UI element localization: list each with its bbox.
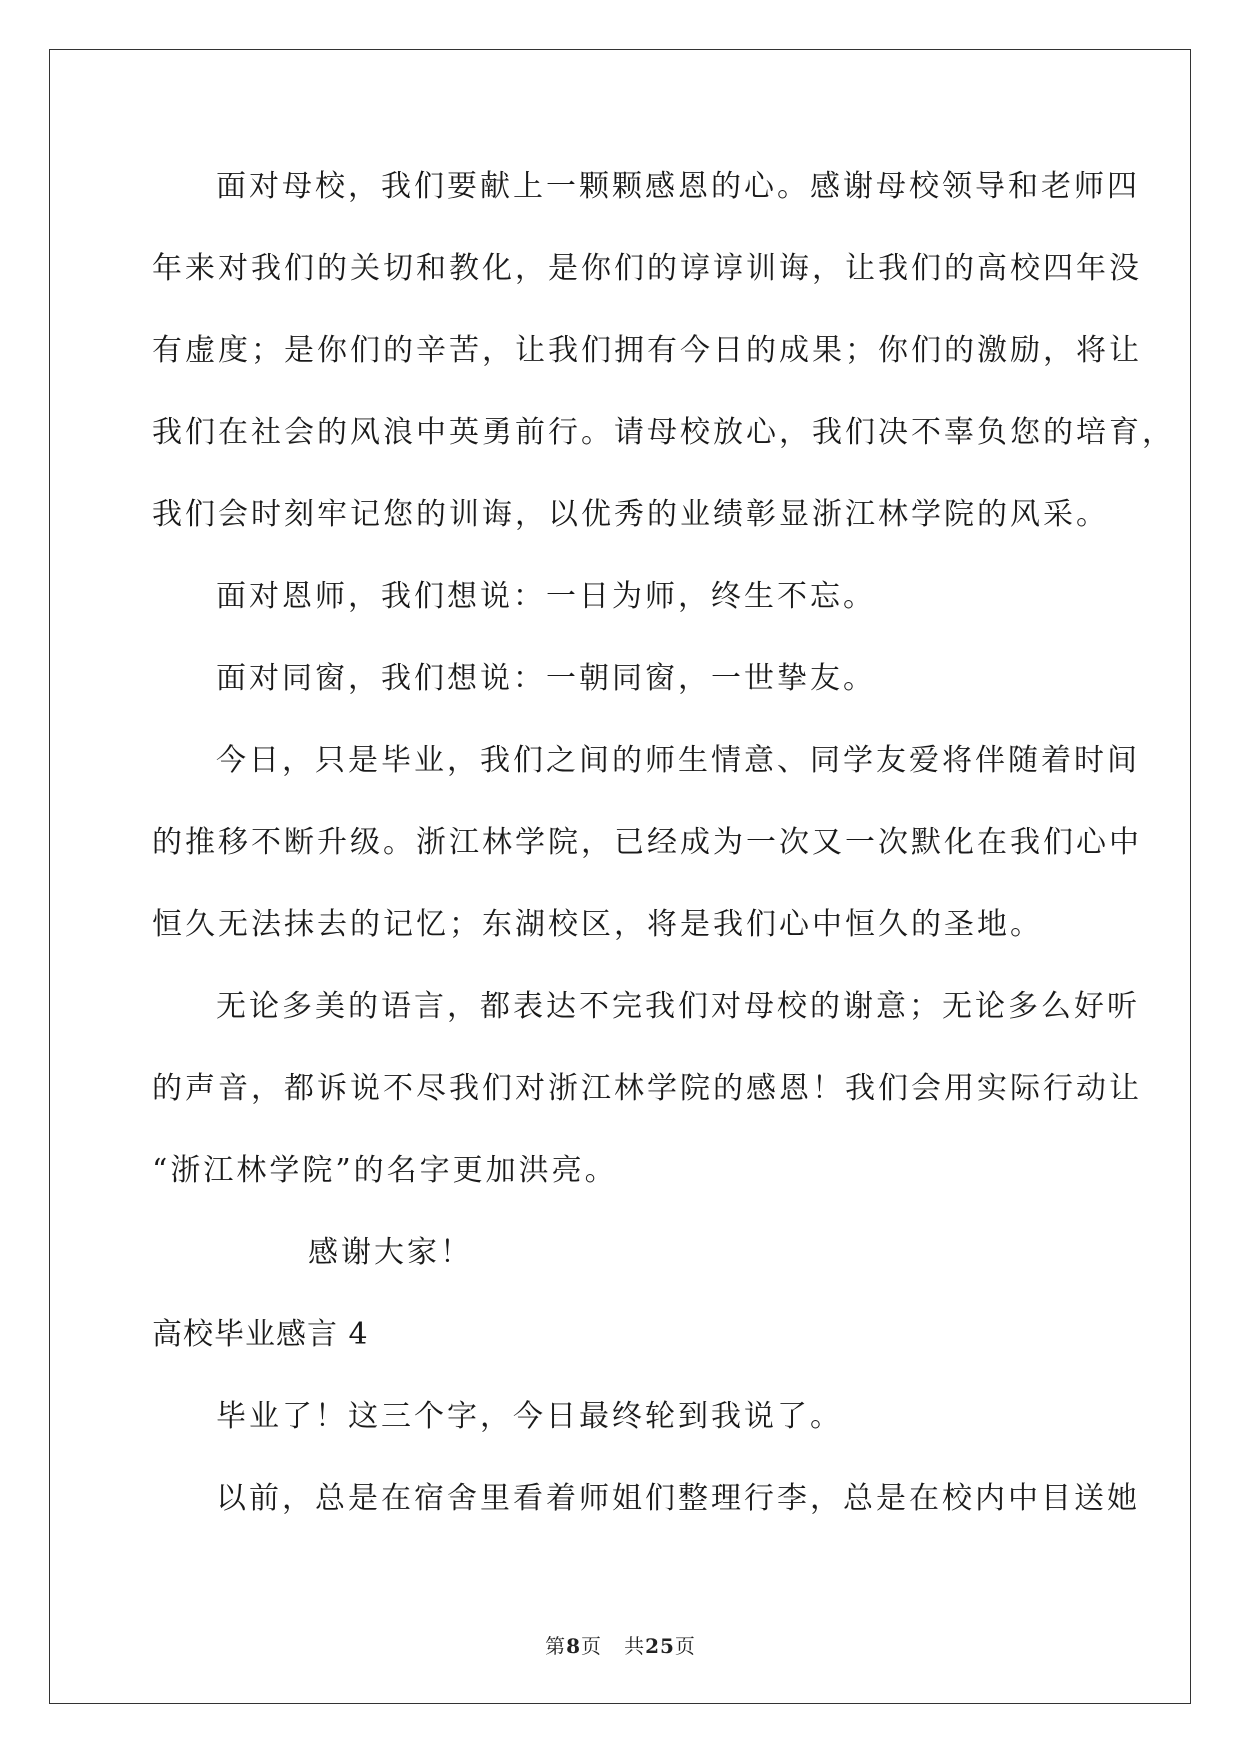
total-suffix: 页	[674, 1634, 696, 1658]
text-line: 年来对我们的关切和教化，是你们的谆谆训诲，让我们的高校四年没	[152, 251, 1142, 286]
page-prefix: 第	[545, 1634, 567, 1658]
text-line: 面对母校，我们要献上一颗颗感恩的心。感谢母校领导和老师四	[216, 169, 1140, 204]
heading-text: 高校毕业感言 4	[152, 1317, 369, 1352]
text-line: 我们会时刻牢记您的训诲，以优秀的业绩彰显浙江林学院的风采。	[152, 497, 1109, 532]
closing-text: 感谢大家！	[308, 1235, 473, 1270]
text-line: 恒久无法抹去的记忆；东湖校区，将是我们心中恒久的圣地。	[152, 907, 1043, 942]
text-line: 面对同窗，我们想说：一朝同窗，一世挚友。	[216, 661, 876, 696]
text-line: “浙江林学院”的名字更加洪亮。	[152, 1153, 618, 1188]
document-body	[152, 160, 1175, 1554]
text-line: 无论多美的语言，都表达不完我们对母校的谢意；无论多么好听	[216, 989, 1140, 1024]
page-number: 8	[566, 1634, 581, 1658]
total-prefix: 共	[624, 1634, 646, 1658]
paragraph-closing	[152, 1226, 1092, 1280]
text-line: 的声音，都诉说不尽我们对浙江林学院的感恩！我们会用实际行动让	[152, 1071, 1142, 1106]
paragraph-before	[152, 1472, 1140, 1526]
paragraph-classmates	[152, 652, 1092, 706]
paragraph-gratitude	[152, 980, 1142, 1198]
text-line: 以前，总是在宿舍里看着师姐们整理行李，总是在校内中目送她	[216, 1481, 1140, 1516]
paragraph-teachers	[152, 570, 1092, 624]
text-line: 有虚度；是你们的辛苦，让我们拥有今日的成果；你们的激励，将让	[152, 333, 1142, 368]
paragraph-alma-mater	[152, 160, 1175, 542]
text-line: 今日，只是毕业，我们之间的师生情意、同学友爱将伴随着时间	[216, 743, 1140, 778]
paragraph-graduated	[152, 1390, 1092, 1444]
page-suffix: 页	[581, 1634, 602, 1658]
page-footer	[0, 1630, 1241, 1659]
paragraph-graduation	[152, 734, 1142, 952]
text-line: 我们在社会的风浪中英勇前行。请母校放心，我们决不辜负您的培育，	[152, 415, 1175, 450]
total-pages: 25	[645, 1634, 675, 1658]
text-line: 的推移不断升级。浙江林学院，已经成为一次又一次默化在我们心中	[152, 825, 1142, 860]
text-line: 面对恩师，我们想说：一日为师，终生不忘。	[216, 579, 876, 614]
section-heading	[152, 1308, 1092, 1362]
text-line: 毕业了！这三个字，今日最终轮到我说了。	[216, 1399, 843, 1434]
